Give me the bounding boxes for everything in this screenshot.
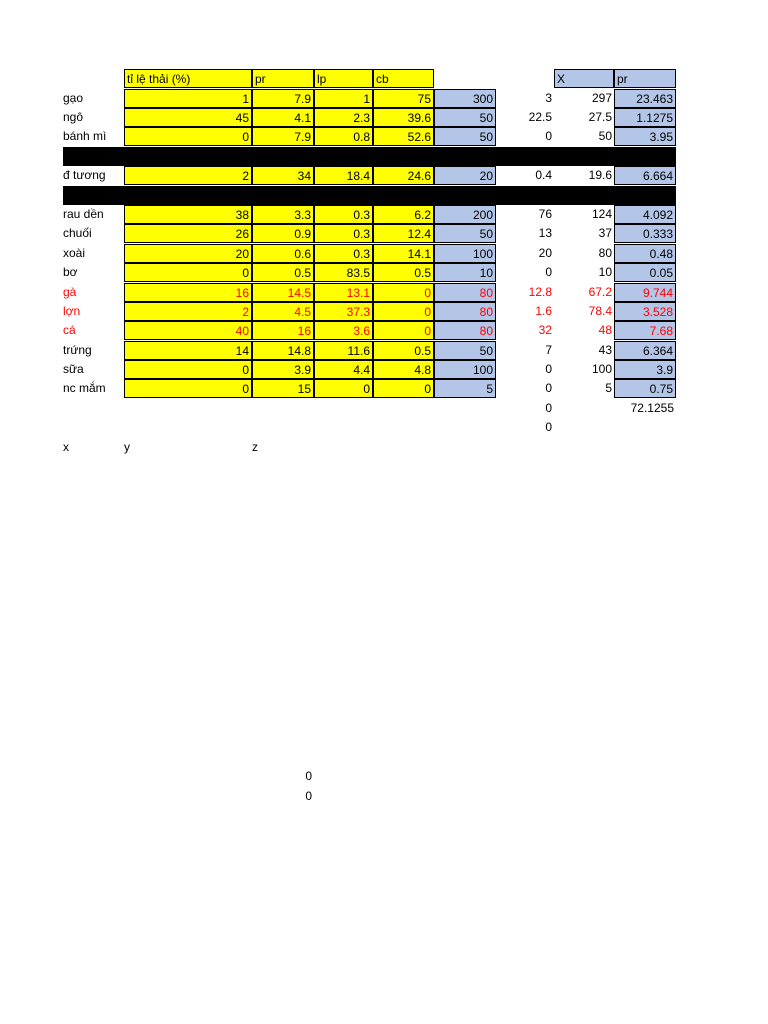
cell-cb[interactable]: 24.6: [373, 166, 434, 185]
cell-cb[interactable]: 12.4: [373, 224, 434, 243]
cell-c2[interactable]: 19.6: [588, 168, 612, 182]
cell-c1[interactable]: 7: [545, 343, 552, 357]
cell-lp[interactable]: 83.5: [314, 263, 373, 282]
cell-lp[interactable]: 0: [314, 379, 373, 398]
cell-pr[interactable]: 3.3: [252, 205, 314, 224]
separator-bar: [63, 186, 676, 205]
cell-qty[interactable]: 80: [434, 302, 496, 321]
cell-lp[interactable]: 13.1: [314, 283, 373, 302]
row-name[interactable]: chuối: [63, 226, 92, 240]
cell-cb[interactable]: 75: [373, 89, 434, 108]
cell-qty[interactable]: 100: [434, 244, 496, 263]
cell-cb[interactable]: 39.6: [373, 108, 434, 127]
header-cb[interactable]: cb: [373, 69, 434, 88]
cell-qty[interactable]: 20: [434, 166, 496, 185]
cell-c1[interactable]: 0: [545, 381, 552, 395]
cell-cb[interactable]: 0: [373, 321, 434, 340]
cell-c1[interactable]: 20: [538, 246, 552, 260]
cell-c2[interactable]: 80: [598, 246, 612, 260]
cell-cb[interactable]: 0: [373, 379, 434, 398]
row-name[interactable]: gà: [63, 285, 77, 299]
cell-qty[interactable]: 80: [434, 321, 496, 340]
cell-qty[interactable]: 10: [434, 263, 496, 282]
cell-waste[interactable]: 1: [124, 89, 252, 108]
header-x[interactable]: X: [554, 69, 614, 88]
cell-c1[interactable]: 0: [545, 362, 552, 376]
cell-qty[interactable]: 50: [434, 127, 496, 146]
cell-qty[interactable]: 50: [434, 341, 496, 360]
row-name[interactable]: trứng: [63, 343, 92, 357]
cell-waste[interactable]: 26: [124, 224, 252, 243]
cell-lp[interactable]: 2.3: [314, 108, 373, 127]
cell-c1[interactable]: 0: [545, 129, 552, 143]
cell-c3[interactable]: 9.744: [614, 283, 676, 302]
row-name[interactable]: lợn: [63, 304, 81, 318]
cell-qty[interactable]: 300: [434, 89, 496, 108]
cell-c1[interactable]: 13: [538, 226, 552, 240]
cell-c1[interactable]: 3: [545, 91, 552, 105]
cell-c1[interactable]: 22.5: [528, 110, 552, 124]
cell-c3[interactable]: 0.75: [614, 379, 676, 398]
total-c3[interactable]: 72.1255: [630, 401, 674, 415]
cell-waste[interactable]: 0: [124, 379, 252, 398]
cell-pr[interactable]: 0.9: [252, 224, 314, 243]
cell-c1[interactable]: 12.8: [528, 285, 552, 299]
cell-c2[interactable]: 124: [591, 207, 612, 221]
cell-c2[interactable]: 50: [598, 129, 612, 143]
cell-waste[interactable]: 16: [124, 283, 252, 302]
cell-waste[interactable]: 0: [124, 360, 252, 379]
cell-c2[interactable]: 48: [598, 323, 612, 337]
cell-lp[interactable]: 18.4: [314, 166, 373, 185]
cell-waste[interactable]: 14: [124, 341, 252, 360]
cell-qty[interactable]: 80: [434, 283, 496, 302]
cell-cb[interactable]: 52.6: [373, 127, 434, 146]
cell-pr[interactable]: 34: [252, 166, 314, 185]
cell-pr[interactable]: 3.9: [252, 360, 314, 379]
cell-c2[interactable]: 5: [605, 381, 612, 395]
cell-waste[interactable]: 40: [124, 321, 252, 340]
cell-lp[interactable]: 0.3: [314, 244, 373, 263]
cell-c3[interactable]: 0.48: [614, 244, 676, 263]
cell-c3[interactable]: 0.05: [614, 263, 676, 282]
cell-cb[interactable]: 4.8: [373, 360, 434, 379]
separator-bar: [63, 147, 676, 166]
cell-cb[interactable]: 0.5: [373, 263, 434, 282]
cell-c2[interactable]: 43: [598, 343, 612, 357]
cell-waste[interactable]: 0: [124, 263, 252, 282]
header-waste[interactable]: tỉ lệ thải (%): [124, 69, 252, 88]
cell-c3[interactable]: 23.463: [614, 89, 676, 108]
cell-cb[interactable]: 6.2: [373, 205, 434, 224]
cell-qty[interactable]: 50: [434, 108, 496, 127]
cell-c3[interactable]: 6.364: [614, 341, 676, 360]
cell-pr[interactable]: 14.5: [252, 283, 314, 302]
label-z[interactable]: z: [252, 440, 258, 454]
cell-c2[interactable]: 100: [591, 362, 612, 376]
cell-pr[interactable]: 7.9: [252, 89, 314, 108]
cell-waste[interactable]: 2: [124, 302, 252, 321]
cell-pr[interactable]: 4.1: [252, 108, 314, 127]
cell-lp[interactable]: 1: [314, 89, 373, 108]
cell-lp[interactable]: 37.3: [314, 302, 373, 321]
cell-cb[interactable]: 0: [373, 302, 434, 321]
lower-value-1[interactable]: 0: [305, 769, 312, 783]
cell-pr[interactable]: 0.5: [252, 263, 314, 282]
cell-c1[interactable]: 0: [545, 265, 552, 279]
cell-waste[interactable]: 45: [124, 108, 252, 127]
cell-pr[interactable]: 15: [252, 379, 314, 398]
row-name[interactable]: gạo: [63, 91, 84, 105]
cell-qty[interactable]: 50: [434, 224, 496, 243]
header-lp[interactable]: lp: [314, 69, 373, 88]
row-name[interactable]: đ tương: [63, 168, 106, 182]
cell-c2[interactable]: 27.5: [588, 110, 612, 124]
row-name[interactable]: xoài: [63, 246, 86, 260]
cell-c3[interactable]: 3.95: [614, 127, 676, 146]
cell-c3[interactable]: 3.9: [614, 360, 676, 379]
cell-waste[interactable]: 38: [124, 205, 252, 224]
cell-pr[interactable]: 14.8: [252, 341, 314, 360]
cell-lp[interactable]: 4.4: [314, 360, 373, 379]
cell-lp[interactable]: 0.3: [314, 224, 373, 243]
row-name[interactable]: nc mắm: [63, 381, 106, 395]
cell-c3[interactable]: 3.528: [614, 302, 676, 321]
cell-c2[interactable]: 37: [598, 226, 612, 240]
cell-c3[interactable]: 1.1275: [614, 108, 676, 127]
lower-value-2[interactable]: 0: [305, 789, 312, 803]
row-name[interactable]: ngô: [63, 110, 84, 124]
cell-c2[interactable]: 297: [591, 91, 612, 105]
cell-pr[interactable]: 7.9: [252, 127, 314, 146]
cell-lp[interactable]: 3.6: [314, 321, 373, 340]
row-name[interactable]: rau dền: [63, 207, 104, 221]
cell-c1[interactable]: 0.4: [535, 168, 552, 182]
cell-lp[interactable]: 11.6: [314, 341, 373, 360]
cell-qty[interactable]: 200: [434, 205, 496, 224]
cell-c3[interactable]: 6.664: [614, 166, 676, 185]
cell-c1[interactable]: 32: [538, 323, 552, 337]
cell-c1[interactable]: 76: [538, 207, 552, 221]
cell-waste[interactable]: 0: [124, 127, 252, 146]
cell-qty[interactable]: 5: [434, 379, 496, 398]
total-c1-a[interactable]: 0: [545, 401, 552, 415]
cell-c2[interactable]: 78.4: [588, 304, 612, 318]
row-name[interactable]: sữa: [63, 362, 84, 376]
label-x[interactable]: x: [63, 440, 69, 454]
header-pr[interactable]: pr: [252, 69, 314, 88]
cell-lp[interactable]: 0.8: [314, 127, 373, 146]
row-name[interactable]: bơ: [63, 265, 78, 279]
cell-c3[interactable]: 4.092: [614, 205, 676, 224]
cell-pr[interactable]: 0.6: [252, 244, 314, 263]
cell-cb[interactable]: 0.5: [373, 341, 434, 360]
cell-pr[interactable]: 4.5: [252, 302, 314, 321]
cell-pr[interactable]: 16: [252, 321, 314, 340]
cell-c1[interactable]: 1.6: [535, 304, 552, 318]
cell-c3[interactable]: 7.68: [614, 321, 676, 340]
cell-qty[interactable]: 100: [434, 360, 496, 379]
row-name[interactable]: cá: [63, 323, 76, 337]
cell-lp[interactable]: 0.3: [314, 205, 373, 224]
row-name[interactable]: bánh mì: [63, 129, 107, 143]
header-pr2[interactable]: pr: [614, 69, 676, 88]
cell-cb[interactable]: 0: [373, 283, 434, 302]
cell-c2[interactable]: 10: [598, 265, 612, 279]
cell-cb[interactable]: 14.1: [373, 244, 434, 263]
cell-c3[interactable]: 0.333: [614, 224, 676, 243]
cell-waste[interactable]: 2: [124, 166, 252, 185]
total-c1-b[interactable]: 0: [545, 420, 552, 434]
cell-waste[interactable]: 20: [124, 244, 252, 263]
cell-c2[interactable]: 67.2: [588, 285, 612, 299]
label-y[interactable]: y: [124, 440, 130, 454]
